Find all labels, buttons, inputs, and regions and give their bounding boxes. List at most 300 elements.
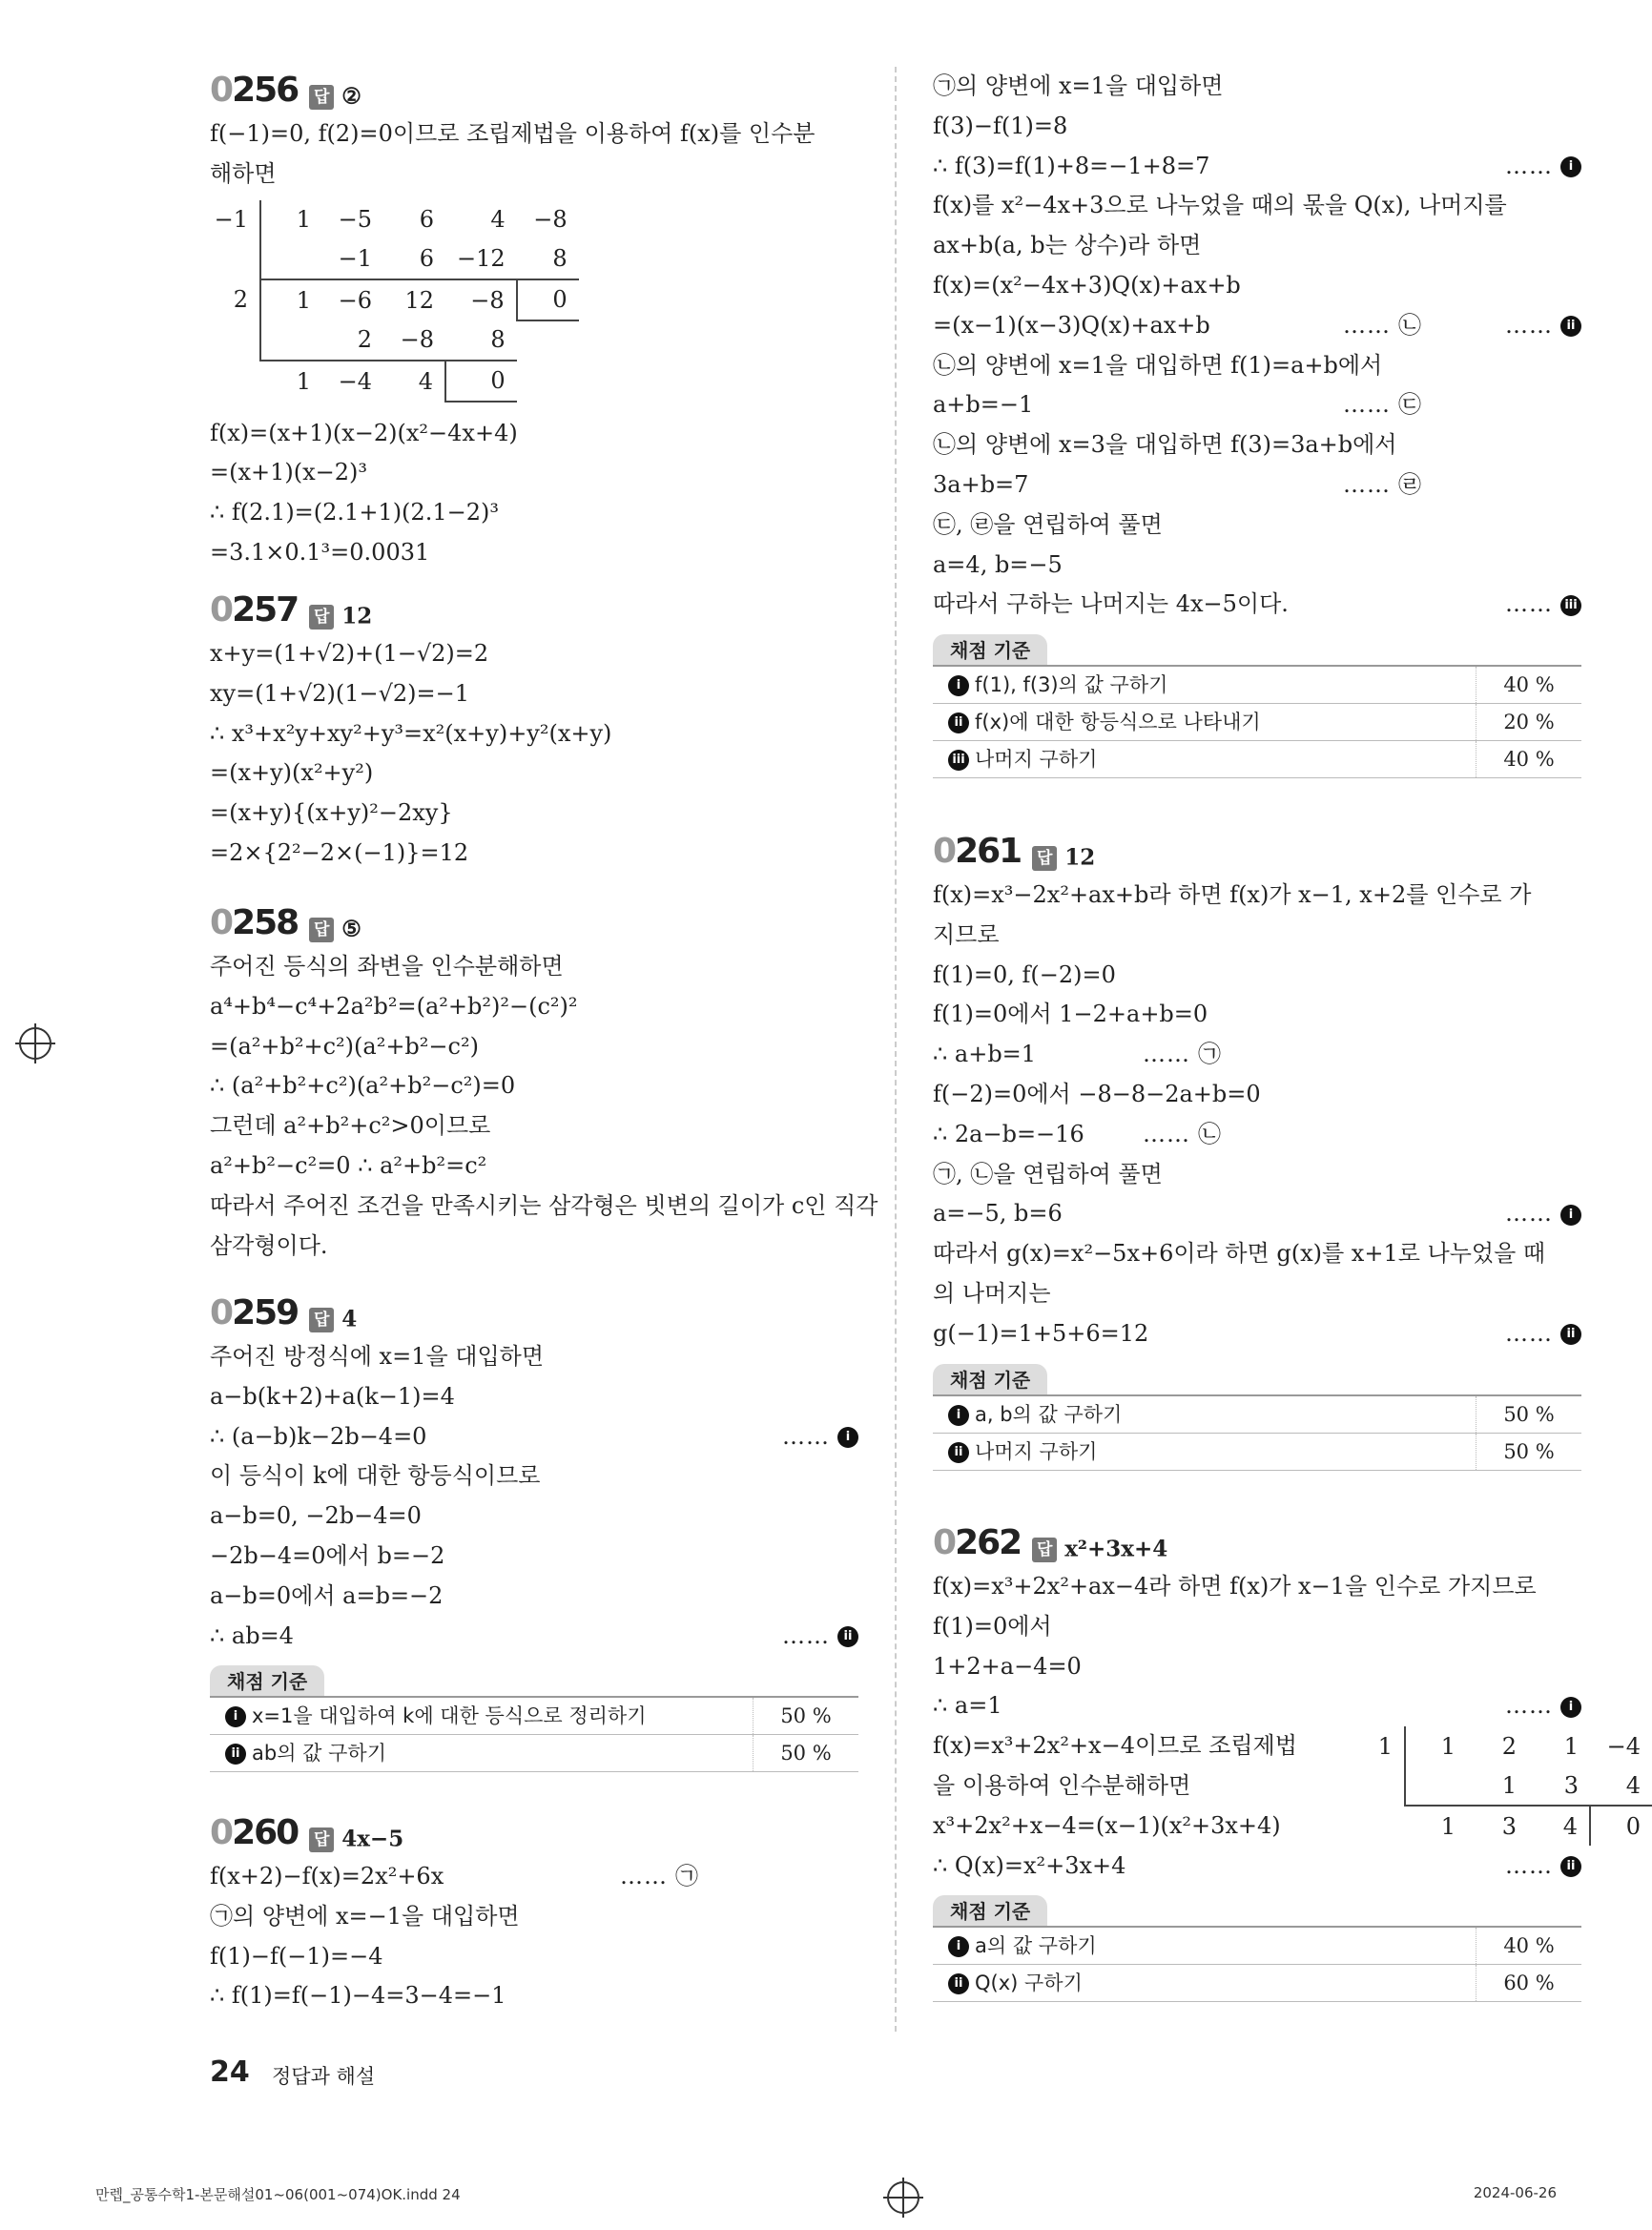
line-text: f(−1)=0, f(2)=0이므로 조립제법을 이용하여 f(x)를 인수분 [210,120,816,147]
page-number: 24 [210,2055,250,2089]
solution-line [933,1274,1581,1314]
criteria-item [210,1735,753,1771]
synthetic-division-row [198,320,579,361]
step-i-badge-icon: i [948,675,969,696]
synthetic-cell [198,361,260,402]
synthetic-cell: 8 [552,245,568,273]
line-text: =(x+1)(x−2)³ [210,459,368,486]
line-text: f(x)=x³−2x²+ax+b라 하면 f(x)가 x−1, x+2를 인수로 가 [933,881,1532,908]
equation-label [1143,1035,1221,1075]
line-text: f(1)=0에서 [933,1612,1052,1640]
line-text: ∴ a=1 [933,1692,1002,1720]
dots: …… [1143,1120,1190,1147]
criteria-percent: 60 % [1476,1965,1581,2001]
circled-label: ㉠ [1198,1041,1221,1068]
problem-header [933,1519,1581,1567]
criteria-row [933,1965,1581,2002]
criteria-percent: 50 % [753,1698,858,1734]
line-text: ㉠의 양변에 x=−1을 대입하면 [210,1902,520,1930]
synthetic-cell [260,239,322,279]
synthetic-cell: 2 [1501,1732,1517,1760]
problem-0261 [933,828,1581,1471]
line-text: 따라서 구하는 나머지는 4x−5이다. [933,590,1289,618]
synthetic-division-row [198,200,579,239]
solution-line [933,346,1581,386]
criteria-text: f(1), f(3)의 값 구하기 [975,673,1168,697]
synthetic-cell [260,320,322,361]
line-text: f(x)=(x+1)(x−2)(x²−4x+4) [210,419,518,446]
line-text: ㉠의 양변에 x=1을 대입하면 [933,72,1224,99]
solution-line [210,1146,858,1187]
criteria-row [933,1928,1581,1965]
problem-header [933,828,1581,876]
criteria-text: Q(x) 구하기 [975,1972,1083,1995]
dots: …… [1505,1692,1553,1720]
criteria-item [933,667,1476,703]
line-text: 그런데 a²+b²+c²>0이므로 [210,1112,491,1140]
dots: …… [1505,590,1553,618]
dots: …… [1343,391,1391,419]
line-text: 따라서 주어진 조건을 만족시키는 삼각형은 빗변의 길이가 c인 직각 [210,1191,878,1219]
solution-line [210,634,858,674]
scoring-criteria [933,1895,1581,2002]
step-marker [1505,585,1581,625]
synthetic-division-row [1343,1726,1652,1765]
problem-number: 0261 [933,832,1022,871]
problem-header [210,587,858,634]
synthetic-cell: 3 [1563,1771,1579,1799]
line-text: =(a²+b²+c²)(a²+b²−c²) [210,1032,479,1060]
solution-line [933,916,1581,956]
step-marker [782,1417,858,1457]
registration-mark-icon [887,2181,919,2214]
criteria-table [933,665,1581,778]
solution-line [210,1577,858,1617]
answer-tag: 답 [1032,846,1057,871]
criteria-tab: 채점 기준 [933,1364,1047,1394]
solution-line [933,1194,1581,1234]
line-text: ∴ f(1)=f(−1)−4=3−4=−1 [210,1982,506,2010]
problem-number: 0257 [210,590,299,630]
solution-line [933,147,1581,187]
synthetic-division-table [1343,1726,1652,1846]
line-text: =3.1×0.1³=0.0031 [210,538,430,566]
step-marker [782,1617,858,1657]
line-text: 이 등식이 k에 대한 항등식이므로 [210,1462,541,1490]
solution-line [933,186,1581,226]
scoring-criteria [210,1665,858,1772]
line-text: f(x)=x³+2x²+x−4이므로 조립제법 [933,1732,1297,1760]
step-iii-badge-icon: iii [948,750,969,771]
step-ii-badge-icon: ii [837,1626,858,1647]
line-text: ∴ ab=4 [210,1621,294,1649]
solution-line [210,114,858,155]
solution-line [210,1497,858,1537]
step-marker [1505,306,1581,346]
line-text: xy=(1+√2)(1−√2)=−1 [210,679,470,707]
problem-0258 [210,899,878,1266]
criteria-percent: 50 % [1476,1396,1581,1433]
solution-line [210,1456,858,1497]
line-text: f(1)−f(−1)=−4 [210,1942,383,1970]
equation-label [1343,465,1421,506]
line-text: ㉡의 양변에 x=3을 대입하면 f(3)=3a+b에서 [933,431,1397,459]
synthetic-cell: 1 [260,279,322,320]
equation-label [620,1857,698,1897]
step-marker [1505,1686,1581,1726]
solution-line [210,1937,858,1977]
dots: …… [1343,470,1391,498]
criteria-percent: 40 % [1476,1928,1581,1964]
solution-line [933,1686,1581,1726]
synthetic-cell: −5 [338,206,372,234]
synthetic-cell: −12 [457,245,506,273]
solution-line [210,1227,858,1267]
criteria-row [933,741,1581,778]
line-text: a²+b²−c²=0 ∴ a²+b²=c² [210,1151,487,1179]
synthetic-cell: 1 [260,200,322,239]
line-text: ∴ Q(x)=x²+3x+4 [933,1851,1126,1879]
synthetic-division-table [198,200,579,403]
line-text: x+y=(1+√2)+(1−√2)=2 [210,640,489,667]
synthetic-cell: 0 [445,361,517,402]
step-ii-badge-icon: ii [1560,1856,1581,1877]
dots: …… [1143,1041,1190,1068]
criteria-text: a의 값 구하기 [975,1934,1097,1958]
solution-line [210,1417,858,1457]
line-text: f(x+2)−f(x)=2x²+6x [210,1863,444,1889]
solution-line [210,794,858,834]
line-text: ∴ (a−b)k−2b−4=0 [210,1422,427,1450]
criteria-text: 나머지 구하기 [975,748,1098,772]
criteria-text: a, b의 값 구하기 [975,1402,1123,1426]
criteria-table [933,1394,1581,1471]
line-text: ax+b(a, b는 상수)라 하면 [933,232,1202,259]
dots: …… [1505,311,1553,339]
synthetic-cell: −4 [1606,1732,1641,1760]
step-i-badge-icon: i [948,1936,969,1957]
line-text: f(x)=x³+2x²+ax−4라 하면 f(x)가 x−1을 인수로 가지므로 [933,1573,1537,1600]
line-text: f(1)=0에서 1−2+a+b=0 [933,1001,1208,1028]
criteria-row [933,667,1581,704]
solution-line [210,414,858,454]
criteria-percent: 40 % [1476,741,1581,777]
solution-line [210,674,858,714]
solution-line [210,987,858,1027]
line-text: a+b=−1 [933,391,1034,419]
answer-value: ⑤ [341,916,361,942]
synthetic-cell: 2 [233,286,248,314]
problem-number: 0256 [210,71,299,110]
solution-line [210,1897,858,1937]
criteria-row [210,1735,858,1772]
criteria-percent: 20 % [1476,704,1581,740]
step-i-badge-icon: i [1560,1205,1581,1226]
step-i-badge-icon: i [948,1405,969,1426]
synthetic-cell: 1 [1563,1732,1579,1760]
line-text: =(x+y)(x²+y²) [210,759,374,787]
line-text: f(−2)=0에서 −8−8−2a+b=0 [933,1080,1261,1107]
synthetic-cell [1405,1765,1467,1806]
circled-label: ㉠ [675,1863,698,1889]
problem-number: 0260 [210,1813,299,1852]
solution-line [210,493,858,533]
synthetic-cell: 0 [517,279,579,320]
synthetic-cell: −8 [533,206,568,234]
synthetic-division-row [198,239,579,279]
step-ii-badge-icon: ii [225,1744,246,1765]
answer-tag: 답 [309,1827,334,1852]
answer-value: 4x−5 [341,1826,404,1852]
synthetic-cell: −6 [322,279,383,320]
line-text: f(1)=0, f(−2)=0 [933,960,1116,988]
synthetic-division-row [1343,1765,1652,1806]
criteria-table [933,1926,1581,2002]
criteria-item [933,1928,1476,1964]
column-divider [895,67,897,2032]
step-marker [1505,1194,1581,1234]
file-slug: 만렙_공통수학1-본문해설01~06(001~074)OK.indd 24 [95,2186,461,2203]
solution-line [210,1617,858,1657]
line-text: ㉡의 양변에 x=1을 대입하면 f(1)=a+b에서 [933,351,1383,379]
synthetic-cell: 8 [490,326,506,354]
line-text: 삼각형이다. [210,1231,328,1259]
criteria-text: 나머지 구하기 [975,1439,1098,1463]
step-ii-badge-icon: ii [1560,1324,1581,1345]
solution-line [210,453,858,493]
line-text: 해하면 [210,159,277,187]
criteria-item [933,704,1476,740]
synthetic-cell: −1 [214,206,248,234]
solution-line [933,1075,1581,1115]
criteria-row [933,1396,1581,1434]
step-i-badge-icon: i [1560,1697,1581,1718]
synthetic-cell: 12 [383,279,445,320]
solution-line [210,533,858,573]
line-text: 의 나머지는 [933,1279,1051,1307]
criteria-tab: 채점 기준 [933,1895,1047,1926]
solution-line [933,995,1581,1035]
criteria-percent: 50 % [1476,1434,1581,1470]
page-label: 정답과 해설 [272,2065,376,2088]
circled-label: ㉢ [1398,391,1421,419]
criteria-row [933,704,1581,741]
criteria-item [933,1965,1476,2001]
scoring-criteria [933,1364,1581,1471]
scoring-criteria [933,634,1581,778]
solution-line [210,1337,858,1377]
synthetic-division-row [198,361,579,402]
problem-0257 [210,587,858,874]
criteria-item [933,1434,1476,1470]
criteria-item [933,1396,1476,1433]
synthetic-cell: 6 [419,245,434,273]
answer-value: ② [341,83,361,110]
solution-line [933,1115,1581,1155]
synthetic-cell: 2 [357,326,372,354]
step-marker [1505,1314,1581,1354]
step-iii-badge-icon: iii [1560,595,1581,616]
line-text: 지므로 [933,920,1000,948]
left-column [210,0,878,2098]
answer-tag: 답 [309,1308,334,1332]
line-text: =(x+y){(x+y)²−2xy} [210,799,453,827]
problem-0259 [210,1290,858,1772]
problem-header [210,67,858,114]
criteria-percent: 40 % [1476,667,1581,703]
synthetic-cell: 4 [1625,1771,1641,1799]
synthetic-cell: −8 [400,326,434,354]
line-text: ∴ x³+x²y+xy²+y³=x²(x+y)+y²(x+y) [210,719,612,747]
synthetic-cell: 4 [1528,1806,1590,1846]
step-ii-badge-icon: ii [948,1973,969,1994]
solution-line [210,1106,858,1146]
synthetic-cell [517,361,579,402]
synthetic-division-row [198,279,579,320]
dots: …… [1505,1200,1553,1228]
solution-line [210,754,858,794]
answer-tag: 답 [309,918,334,942]
line-text: ㉠, ㉡을 연립하여 풀면 [933,1160,1163,1187]
synthetic-cell: 4 [490,206,506,234]
solution-line [210,1976,858,2016]
line-text: a⁴+b⁴−c⁴+2a²b²=(a²+b²)²−(c²)² [210,992,578,1020]
dots: …… [1343,311,1391,339]
solution-line [933,1234,1581,1274]
dots: …… [1505,152,1553,179]
synthetic-cell: 0 [1590,1806,1652,1846]
criteria-tab: 채점 기준 [933,634,1047,665]
registration-mark-icon [19,1027,52,1060]
step-ii-badge-icon: ii [948,1442,969,1463]
solution-line [933,1035,1581,1075]
line-text: f(x)=(x²−4x+3)Q(x)+ax+b [933,271,1241,299]
answer-tag: 답 [309,85,334,110]
circled-label: ㉡ [1398,311,1421,339]
step-marker [1505,1847,1581,1887]
line-text: a−b=0에서 a=b=−2 [210,1581,444,1609]
line-text: a=4, b=−5 [933,550,1063,578]
criteria-table [210,1696,858,1772]
solution-line [210,1857,858,1897]
solution-line [210,714,858,754]
answer-tag: 답 [309,605,334,630]
step-i-badge-icon: i [225,1706,246,1727]
solution-line [210,1066,858,1106]
circled-label: ㉡ [1198,1120,1221,1147]
answer-tag: 답 [1032,1538,1057,1562]
solution-line [933,1607,1581,1647]
step-i-badge-icon: i [1560,156,1581,177]
criteria-text: x=1을 대입하여 k에 대한 등식으로 정리하기 [252,1704,647,1728]
synthetic-cell: 6 [419,206,434,234]
solution-line [210,947,858,987]
solution-line [933,1847,1581,1887]
line-text: a−b=0, −2b−4=0 [210,1502,422,1530]
line-text: a=−5, b=6 [933,1200,1063,1228]
criteria-percent: 50 % [753,1735,858,1771]
line-text: ∴ 2a−b=−16 [933,1120,1084,1147]
equation-label [1343,385,1421,425]
line-text: 을 이용하여 인수분해하면 [933,1771,1191,1799]
synth-wrap [1343,1726,1652,1846]
problem-number: 0262 [933,1523,1022,1562]
synthetic-cell: 1 [1405,1806,1467,1846]
line-text: 3a+b=7 [933,470,1029,498]
criteria-text: ab의 값 구하기 [252,1742,386,1765]
line-text: x³+2x²+x−4=(x−1)(x²+3x+4) [933,1811,1281,1839]
equation-label [1343,306,1421,346]
solution-line [933,876,1581,916]
problem-header [210,899,858,947]
synthetic-cell [198,239,260,279]
synthetic-cell: 1 [1501,1771,1517,1799]
dots: …… [782,1621,830,1649]
problem-0262 [933,1519,1641,2002]
solution-line [933,1647,1581,1687]
synthetic-cell: 3 [1467,1806,1528,1846]
line-text: g(−1)=1+5+6=12 [933,1319,1149,1347]
solution-line [210,1377,858,1417]
answer-value: x²+3x+4 [1064,1536,1168,1562]
line-text: −2b−4=0에서 b=−2 [210,1541,445,1569]
step-ii-badge-icon: ii [1560,316,1581,337]
synthetic-cell [517,320,579,361]
problem-0260 [210,1809,858,2016]
criteria-row [933,1434,1581,1471]
synthetic-cell: −1 [338,245,372,273]
problem-header [210,1809,858,1857]
solution-line [933,506,1581,546]
step-i-badge-icon: i [837,1427,858,1448]
synthetic-cell: −4 [322,361,383,402]
solution-line [210,155,858,195]
step-ii-badge-icon: ii [948,712,969,733]
synthetic-cell [1343,1806,1405,1846]
line-text: =2×{2²−2×(−1)}=12 [210,838,469,866]
line-text: 주어진 등식의 좌변을 인수분해하면 [210,953,564,980]
problem-number: 0258 [210,903,299,942]
answer-value: 12 [1064,844,1096,871]
step-marker [1505,147,1581,187]
problem-header [210,1290,858,1337]
line-text: f(3)−f(1)=8 [933,112,1068,139]
line-text: 1+2+a−4=0 [933,1652,1082,1680]
solution-line [933,546,1581,586]
solution-line [933,956,1581,996]
line-text: ∴ f(3)=f(1)+8=−1+8=7 [933,152,1210,179]
line-text: ∴ f(2.1)=(2.1+1)(2.1−2)³ [210,499,499,527]
solution-line [933,226,1581,266]
synthetic-cell: 1 [1377,1732,1393,1760]
problem-0256 [210,67,858,573]
solution-line [210,1537,858,1577]
problem-number: 0259 [210,1293,299,1332]
answer-value: 4 [341,1306,358,1332]
line-text: ∴ (a²+b²+c²)(a²+b²−c²)=0 [210,1072,516,1100]
solution-line [933,425,1581,465]
criteria-item [210,1698,753,1734]
solution-line [933,1314,1581,1354]
solution-line [933,385,1581,425]
line-text: f(x)를 x²−4x+3으로 나누었을 때의 몫을 Q(x), 나머지를 [933,192,1507,219]
line-text: ㉢, ㉣을 연립하여 풀면 [933,510,1163,538]
problem-continued [933,67,1581,778]
synthetic-division-row [1343,1806,1652,1846]
synthetic-cell: −8 [445,279,517,320]
solution-line [933,306,1581,346]
equation-label [1143,1115,1221,1155]
